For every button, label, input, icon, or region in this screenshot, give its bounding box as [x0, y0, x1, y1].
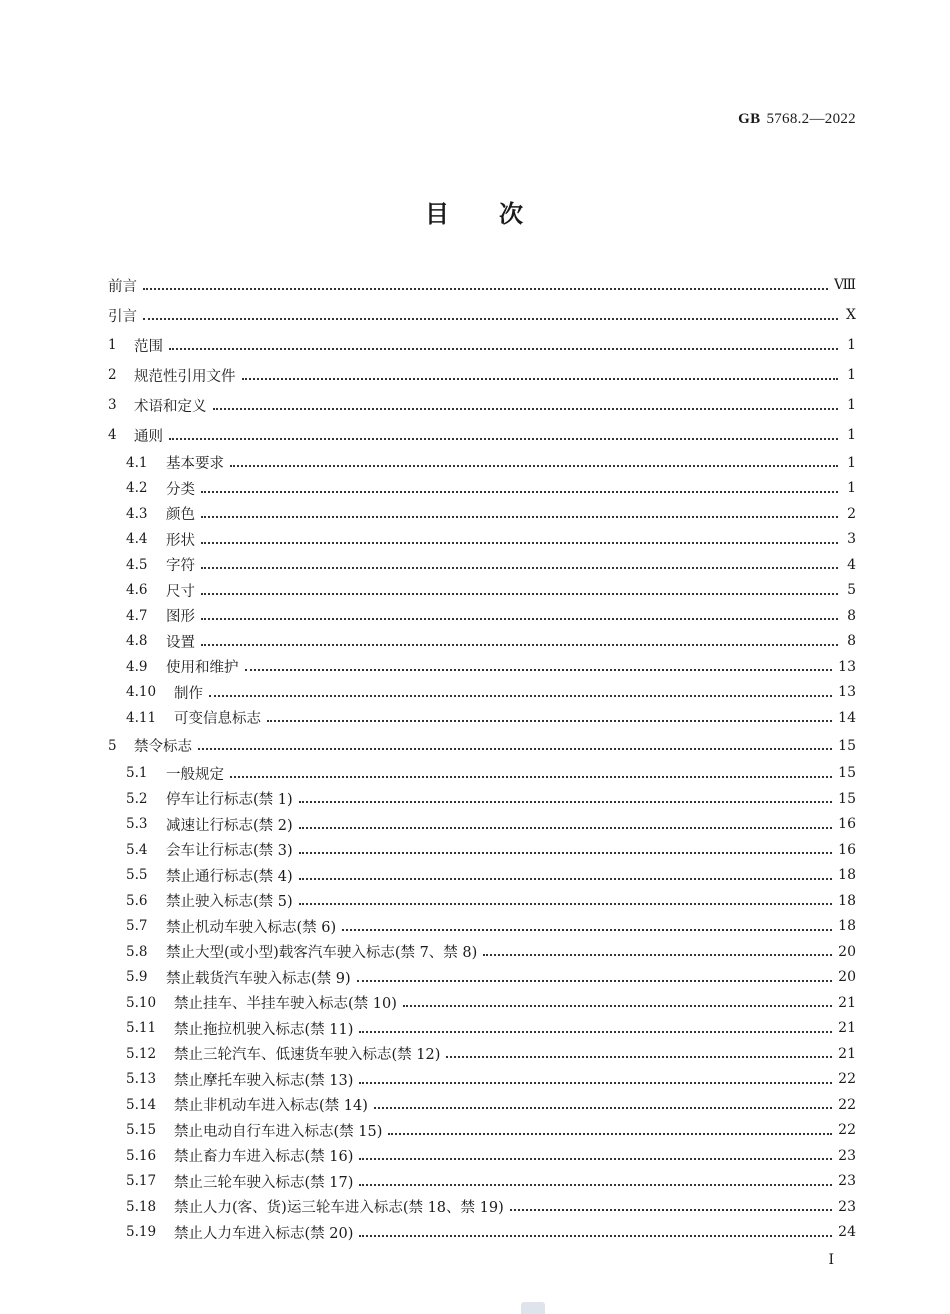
toc-entry-label: 禁止摩托车驶入标志(禁 13): [174, 1072, 354, 1089]
dot-leader: [201, 592, 838, 595]
toc-entry-label: 禁止通行标志(禁 4): [166, 868, 293, 885]
toc-entry-page: 15: [838, 790, 856, 807]
toc-entry-number: 5.9: [126, 969, 148, 986]
toc-entry[interactable]: [108, 888, 856, 914]
toc-entry-number: 5.13: [126, 1071, 157, 1088]
toc-entry[interactable]: [108, 1041, 856, 1067]
toc-entry[interactable]: [108, 360, 856, 390]
dot-leader: [209, 694, 832, 697]
toc-entry[interactable]: [108, 812, 856, 838]
toc-entry-label: 禁止载货汽车驶入标志(禁 9): [166, 970, 351, 987]
toc-entry[interactable]: [108, 1143, 856, 1169]
toc-entry-label: 前言: [108, 278, 137, 295]
toc-entry[interactable]: [108, 603, 856, 629]
toc-entry-label: 一般规定: [166, 766, 224, 783]
toc-entry[interactable]: [108, 761, 856, 787]
toc-entry-label: 图形: [166, 609, 195, 626]
dot-leader: [169, 347, 838, 350]
toc-entry[interactable]: [108, 914, 856, 940]
toc-entry-label: 禁止电动自行车进入标志(禁 15): [174, 1123, 383, 1140]
toc-entry-page: 21: [838, 1045, 856, 1062]
toc-entry-page: 21: [838, 1020, 856, 1037]
title-part-1: 目: [425, 200, 451, 228]
toc-entry-number: 4.2: [126, 480, 148, 497]
page-folio: Ⅰ: [828, 1252, 834, 1268]
title-part-2: 次: [499, 200, 525, 228]
toc-entry-page: 14: [838, 709, 856, 726]
toc-entry-number: 5.19: [126, 1224, 157, 1241]
toc-entry-label: 禁止三轮车驶入标志(禁 17): [174, 1174, 354, 1191]
toc-entry-label: 禁止大型(或小型)载客汽车驶入标志(禁 7、禁 8): [166, 945, 478, 962]
dot-leader: [201, 643, 838, 646]
toc-entry-label: 使用和维护: [166, 660, 239, 677]
toc-entry[interactable]: [108, 1194, 856, 1220]
toc-entry-page: 21: [838, 994, 856, 1011]
toc-entry-label: 字符: [166, 558, 195, 575]
toc-entry-number: 5.10: [126, 994, 157, 1011]
dot-leader: [169, 437, 838, 440]
standard-prefix: GB: [738, 111, 761, 127]
toc-entry-page: 2: [847, 505, 856, 522]
dot-leader: [483, 953, 832, 956]
toc-entry-label: 禁令标志: [134, 739, 192, 755]
dot-leader: [245, 668, 833, 671]
dot-leader: [299, 851, 833, 854]
toc-entry-page: 15: [838, 737, 856, 754]
toc-entry-number: 5.15: [126, 1122, 157, 1139]
toc-entry-page: Ⅹ: [846, 307, 856, 323]
dot-leader: [143, 317, 838, 320]
toc-entry-number: 5.18: [126, 1198, 157, 1215]
toc-entry[interactable]: [108, 330, 856, 360]
toc-entry-label: 会车让行标志(禁 3): [166, 843, 293, 860]
toc-entry-number: 5.2: [126, 790, 148, 807]
toc-entry[interactable]: [108, 450, 856, 476]
toc-entry-number: 4: [108, 427, 117, 443]
toc-entry-label: 停车让行标志(禁 1): [166, 792, 293, 809]
toc-entry-page: 15: [838, 765, 856, 782]
toc-entry-page: 1: [847, 427, 856, 443]
dot-leader: [201, 617, 838, 620]
toc-entry-number: 5.16: [126, 1147, 157, 1164]
toc-entry-number: 4.5: [126, 556, 148, 573]
toc-entry-label: 设置: [166, 634, 195, 651]
dot-leader: [230, 464, 838, 467]
toc-entry-page: 24: [838, 1224, 856, 1241]
toc-entry[interactable]: [108, 1067, 856, 1093]
dot-leader: [230, 775, 832, 778]
dot-leader: [299, 800, 833, 803]
toc-entry-label: 禁止畜力车进入标志(禁 16): [174, 1149, 354, 1166]
toc-entry-page: 22: [838, 1096, 856, 1113]
toc-entry-page: 1: [847, 367, 856, 383]
toc-entry-number: 4.9: [126, 658, 148, 675]
toc-entry[interactable]: [108, 837, 856, 863]
toc-entry-label: 减速让行标志(禁 2): [166, 817, 293, 834]
toc-entry-page: 23: [838, 1147, 856, 1164]
toc-entry-page: Ⅷ: [833, 277, 856, 293]
toc-entry[interactable]: [108, 270, 856, 300]
toc-entry-number: 4.10: [126, 684, 157, 701]
toc-entry-label: 禁止驶入标志(禁 5): [166, 894, 293, 911]
dot-leader: [213, 407, 839, 410]
dot-leader: [388, 1132, 832, 1135]
toc-entry-page: 23: [838, 1173, 856, 1190]
toc-entry-page: 1: [847, 454, 856, 471]
toc-entry[interactable]: [108, 629, 856, 655]
toc-entry-page: 20: [838, 969, 856, 986]
toc-entry[interactable]: [108, 1092, 856, 1118]
toc-entry[interactable]: [108, 501, 856, 527]
dot-leader: [143, 287, 828, 290]
toc-entry-number: 5.1: [126, 765, 148, 782]
dot-leader: [299, 877, 833, 880]
toc-entry-number: 4.11: [126, 709, 157, 726]
toc-entry-number: 4.7: [126, 607, 148, 624]
toc-entry[interactable]: [108, 990, 856, 1016]
toc-entry-page: 8: [847, 607, 856, 624]
dot-leader: [359, 1081, 832, 1084]
toc-entry-label: 禁止拖拉机驶入标志(禁 11): [174, 1021, 354, 1038]
toc-entry-number: 3: [108, 397, 117, 413]
dot-leader: [201, 515, 838, 518]
page-title: [0, 194, 950, 229]
toc-entry-page: 8: [847, 633, 856, 650]
dot-leader: [299, 826, 833, 829]
dot-leader: [198, 747, 832, 750]
toc-entry-number: 4.3: [126, 505, 148, 522]
toc-entry-page: 20: [838, 943, 856, 960]
toc-entry[interactable]: [108, 390, 856, 420]
toc-entry-page: 13: [838, 658, 856, 675]
toc-entry-label: 禁止挂车、半挂车驶入标志(禁 10): [174, 996, 397, 1013]
toc-entry[interactable]: [108, 680, 856, 706]
toc-entry-number: 5.7: [126, 918, 148, 935]
toc-entry-number: 5.12: [126, 1045, 157, 1062]
toc-entry-number: 5.4: [126, 841, 148, 858]
toc-entry-label: 形状: [166, 532, 195, 549]
toc-entry-label: 可变信息标志: [174, 711, 261, 728]
dot-leader: [359, 1030, 832, 1033]
toc-entry-page: 18: [838, 918, 856, 935]
toc-entry-number: 5.11: [126, 1020, 157, 1037]
dot-leader: [510, 1208, 832, 1211]
standard-number: 5768.2—2022: [766, 111, 856, 127]
toc-entry-label: 分类: [166, 481, 195, 498]
toc-entry-page: 3: [847, 531, 856, 548]
table-of-contents: [108, 270, 856, 1245]
toc-entry[interactable]: [108, 705, 856, 731]
toc-entry[interactable]: [108, 300, 856, 330]
toc-entry[interactable]: [108, 527, 856, 553]
toc-entry[interactable]: [108, 1220, 856, 1246]
toc-entry-page: 16: [838, 841, 856, 858]
toc-entry-label: 通则: [134, 428, 163, 445]
toc-entry-label: 禁止三轮汽车、低速货车驶入标志(禁 12): [174, 1047, 441, 1064]
toc-entry[interactable]: [108, 939, 856, 965]
toc-entry-number: 5.5: [126, 867, 148, 884]
toc-entry[interactable]: [108, 731, 856, 761]
toc-entry-label: 禁止人力车进入标志(禁 20): [174, 1225, 354, 1242]
toc-entry-number: 4.4: [126, 531, 148, 548]
dot-leader: [374, 1106, 832, 1109]
toc-entry-number: 5.14: [126, 1096, 157, 1113]
toc-entry-number: 5.8: [126, 943, 148, 960]
toc-entry-label: 颜色: [166, 507, 195, 524]
toc-entry-label: 术语和定义: [134, 398, 207, 415]
toc-entry[interactable]: [108, 1169, 856, 1195]
toc-entry-number: 4.8: [126, 633, 148, 650]
toc-entry-label: 禁止非机动车进入标志(禁 14): [174, 1098, 368, 1115]
dot-leader: [446, 1055, 832, 1058]
toc-entry[interactable]: [108, 476, 856, 502]
toc-entry-page: 23: [838, 1198, 856, 1215]
toc-entry[interactable]: [108, 420, 856, 450]
toc-entry-page: 4: [847, 556, 856, 573]
toc-entry-label: 范围: [134, 338, 163, 355]
toc-entry-label: 禁止人力(客、货)运三轮车进入标志(禁 18、禁 19): [174, 1200, 504, 1217]
toc-entry-page: 1: [847, 480, 856, 497]
toc-entry-page: 18: [838, 892, 856, 909]
dot-leader: [201, 566, 838, 569]
toc-entry[interactable]: [108, 965, 856, 991]
toc-entry[interactable]: [108, 1016, 856, 1042]
toc-entry-label: 尺寸: [166, 583, 195, 600]
dot-leader: [299, 902, 833, 905]
toc-entry[interactable]: [108, 552, 856, 578]
toc-entry-number: 1: [108, 337, 117, 353]
dot-leader: [359, 1183, 832, 1186]
toc-entry-page: 5: [847, 582, 856, 599]
dot-leader: [357, 979, 833, 982]
toc-entry-page: 22: [838, 1122, 856, 1139]
dot-leader: [201, 541, 838, 544]
toc-entry-number: 5.17: [126, 1173, 157, 1190]
toc-entry-page: 22: [838, 1071, 856, 1088]
toc-entry[interactable]: [108, 1118, 856, 1144]
toc-entry-page: 16: [838, 816, 856, 833]
dot-leader: [242, 377, 839, 380]
dot-leader: [403, 1004, 832, 1007]
toc-entry-page: 1: [847, 337, 856, 353]
dot-leader: [267, 719, 832, 722]
scroll-indicator: [521, 1302, 545, 1314]
toc-entry-label: 制作: [174, 685, 203, 702]
toc-entry-page: 1: [847, 397, 856, 413]
toc-entry-page: 13: [838, 684, 856, 701]
toc-entry[interactable]: [108, 654, 856, 680]
toc-entry-number: 5.6: [126, 892, 148, 909]
toc-entry-label: 禁止机动车驶入标志(禁 6): [166, 919, 337, 936]
standard-code: [738, 111, 856, 128]
toc-entry[interactable]: [108, 786, 856, 812]
toc-entry-number: 4.6: [126, 582, 148, 599]
toc-entry-number: 2: [108, 367, 117, 383]
dot-leader: [359, 1234, 832, 1237]
toc-entry-label: 引言: [108, 308, 137, 325]
toc-entry-label: 基本要求: [166, 456, 224, 473]
toc-entry-number: 5: [108, 737, 117, 754]
toc-entry-page: 18: [838, 867, 856, 884]
toc-entry-number: 4.1: [126, 454, 148, 471]
dot-leader: [342, 928, 832, 931]
dot-leader: [201, 490, 838, 493]
toc-entry-label: 规范性引用文件: [134, 368, 236, 385]
toc-entry[interactable]: [108, 578, 856, 604]
toc-entry[interactable]: [108, 863, 856, 889]
toc-entry-number: 5.3: [126, 816, 148, 833]
dot-leader: [359, 1157, 832, 1160]
